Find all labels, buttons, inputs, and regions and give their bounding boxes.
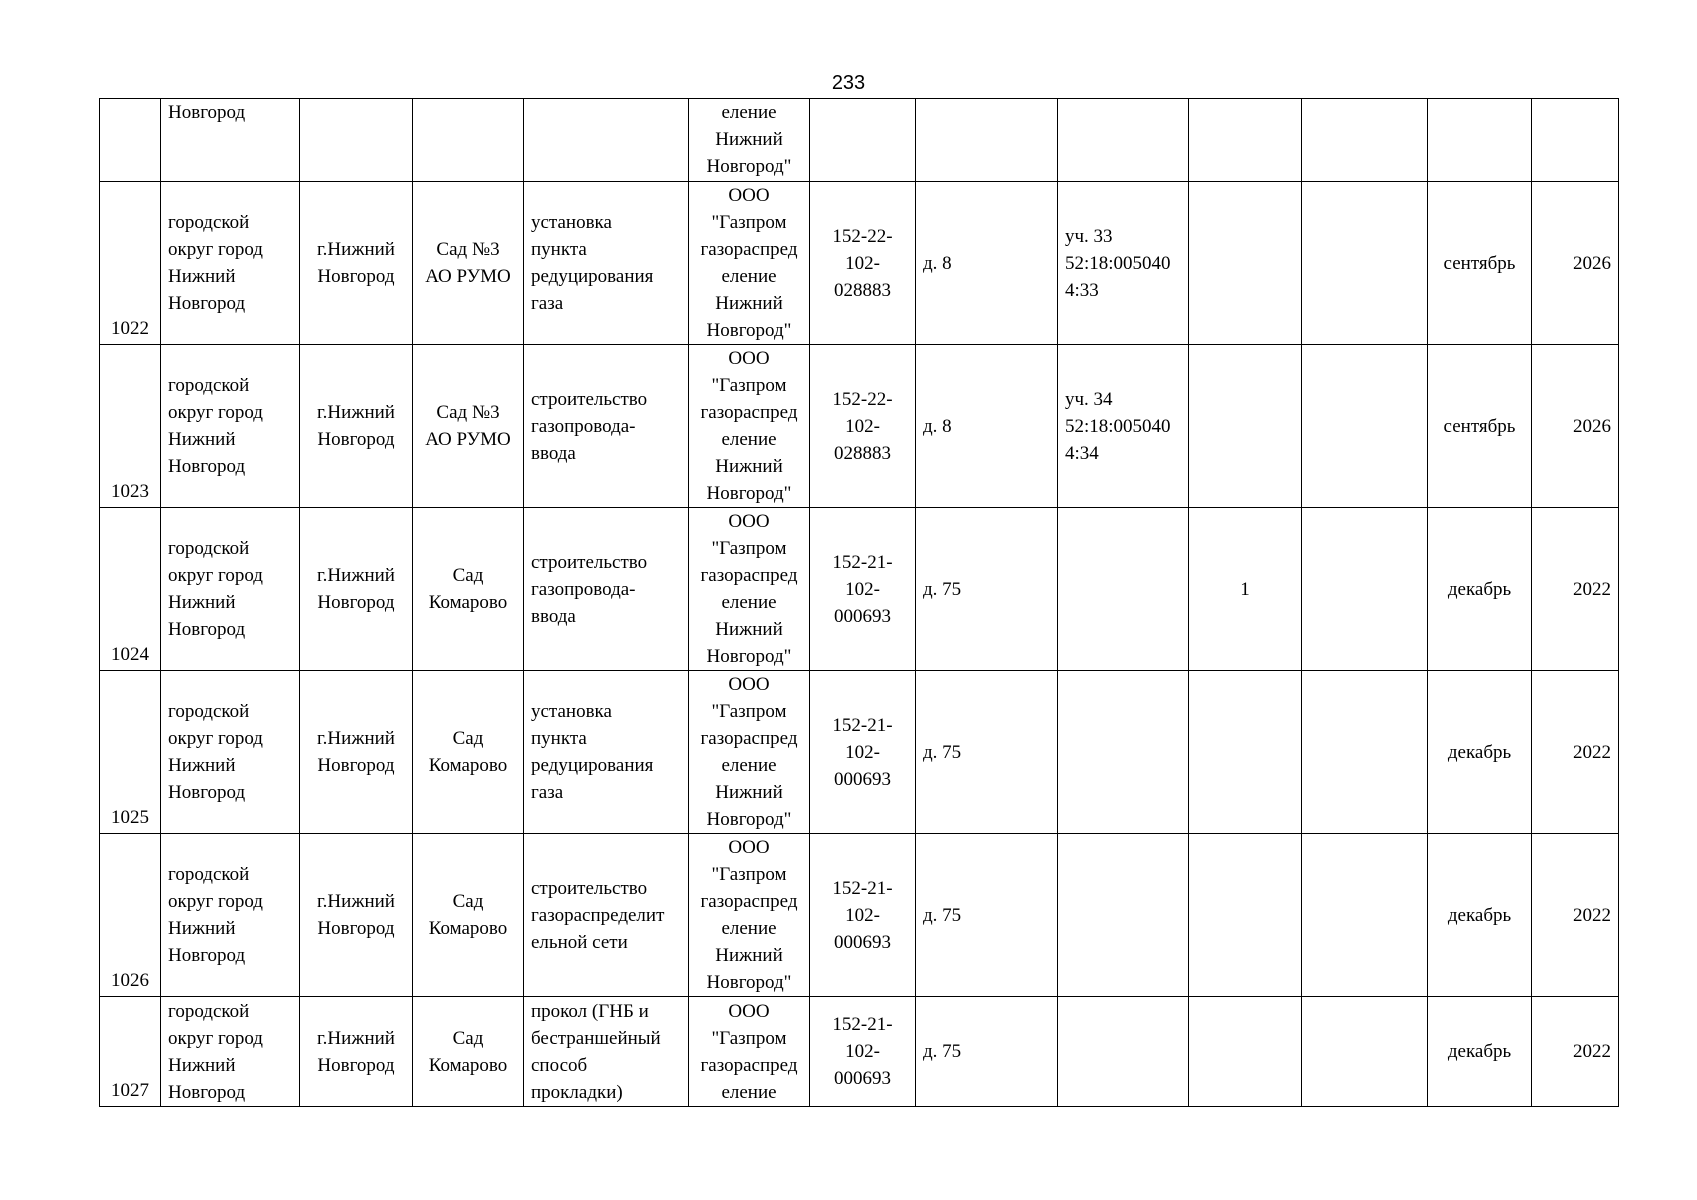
cell-line: "Газпром [711, 701, 787, 722]
cell-site [413, 997, 524, 1107]
cell-line: Сад №3 [436, 239, 500, 260]
cell-line: 152-21- [832, 1014, 893, 1035]
cell-line: ельной сети [531, 931, 628, 953]
cell-line: пункта [531, 728, 587, 749]
cell-line: ООО [728, 674, 770, 695]
cell-city [300, 345, 413, 508]
cell-line: округ город [168, 728, 263, 749]
cell-line: АО РУМО [425, 429, 511, 450]
cell-line: Нижний [715, 619, 783, 640]
cell-extra [1302, 834, 1428, 997]
cell-line: Новгород [168, 456, 246, 477]
cell-extra [1302, 99, 1428, 182]
cell-line: газа [531, 293, 564, 314]
cell-line: Новгород [168, 1081, 246, 1103]
cell-line: округ город [168, 565, 263, 586]
cell-line: Комарово [428, 1054, 508, 1076]
cell-line: еление [721, 102, 777, 123]
cell-code [810, 834, 916, 997]
cell-line: городской [168, 701, 250, 722]
cell-line: г.Нижний [317, 1027, 395, 1049]
cell-line: еление [721, 755, 777, 776]
cell-line: Сад [452, 1027, 484, 1049]
cell-year: 2022 [1532, 834, 1619, 997]
cell-line: Новгород" [706, 809, 792, 830]
cell-house: д. 75 [916, 508, 1058, 671]
cell-line: городской [168, 375, 250, 396]
cell-plot [1058, 345, 1189, 508]
cell-code [810, 671, 916, 834]
cell-work [524, 997, 689, 1107]
cell-line: округ город [168, 239, 263, 260]
cell-line: 102- [845, 741, 880, 763]
table-row [100, 671, 1619, 834]
cell-line: 152-22- [832, 225, 893, 247]
cell-line: Новгород [168, 102, 246, 123]
cell-line: 102- [845, 252, 880, 274]
cell-line: г.Нижний [317, 402, 395, 423]
cell-qty: 1 [1189, 508, 1302, 671]
cell-line: 4:33 [1065, 279, 1099, 301]
cell-city [300, 182, 413, 345]
cell-house: д. 8 [916, 345, 1058, 508]
cell-house: д. 75 [916, 997, 1058, 1107]
cell-line: Комарово [428, 592, 508, 613]
cell-code [810, 997, 916, 1107]
cell-line: газа [531, 782, 564, 803]
cell-line: еление [721, 918, 777, 939]
cell-month: сентябрь [1428, 345, 1532, 508]
cell-line: Комарово [428, 918, 508, 939]
cell-line: Новгород" [706, 646, 792, 667]
cell-line: г.Нижний [317, 891, 395, 912]
cell-year: 2022 [1532, 671, 1619, 834]
cell-line: Новгород [317, 1054, 395, 1076]
cell-city [300, 508, 413, 671]
cell-line: Нижний [715, 945, 783, 966]
cell-line: 4:34 [1065, 442, 1099, 464]
cell-plot [1058, 671, 1189, 834]
cell-month [1428, 99, 1532, 182]
cell-month: сентябрь [1428, 182, 1532, 345]
cell-line: газопровода- [531, 578, 636, 600]
cell-line: 102- [845, 415, 880, 437]
cell-city [300, 997, 413, 1107]
cell-line: строительство [531, 877, 648, 899]
cell-extra [1302, 182, 1428, 345]
cell-line: 152-21- [832, 877, 893, 899]
cell-line: прокладки) [531, 1081, 623, 1103]
cell-line: г.Нижний [317, 565, 395, 586]
cell-num: 1023 [100, 345, 161, 508]
cell-municipality [161, 508, 300, 671]
cell-operator [689, 671, 810, 834]
cell-work [524, 99, 689, 182]
cell-code [810, 345, 916, 508]
table-row [100, 345, 1619, 508]
cell-municipality [161, 99, 300, 182]
cell-work [524, 345, 689, 508]
cell-operator [689, 345, 810, 508]
cell-line: Новгород [317, 592, 395, 613]
cell-line: установка [531, 701, 612, 722]
table-row [100, 182, 1619, 345]
cell-month: декабрь [1428, 834, 1532, 997]
cell-line: "Газпром [711, 538, 787, 559]
cell-line: 028883 [834, 279, 891, 301]
cell-house: д. 75 [916, 671, 1058, 834]
cell-line: Комарово [428, 755, 508, 776]
cell-month: декабрь [1428, 508, 1532, 671]
cell-plot [1058, 997, 1189, 1107]
cell-line: еление [721, 429, 777, 450]
cell-site [413, 345, 524, 508]
cell-city [300, 671, 413, 834]
cell-site [413, 508, 524, 671]
cell-line: г.Нижний [317, 728, 395, 749]
cell-line: городской [168, 538, 250, 559]
cell-house [916, 99, 1058, 182]
cell-house: д. 8 [916, 182, 1058, 345]
cell-line: уч. 33 [1065, 225, 1113, 247]
cell-line: Сад [452, 891, 484, 912]
cell-line: Новгород [168, 619, 246, 640]
table-row [100, 834, 1619, 997]
cell-line: городской [168, 864, 250, 885]
cell-line: газораспределит [531, 904, 665, 926]
cell-line: 52:18:005040 [1065, 415, 1171, 437]
cell-line: Новгород [168, 293, 246, 314]
cell-line: 152-21- [832, 551, 893, 573]
cell-city [300, 834, 413, 997]
cell-qty [1189, 671, 1302, 834]
cell-extra [1302, 345, 1428, 508]
cell-line: строительство [531, 551, 648, 573]
table-row [100, 997, 1619, 1107]
cell-line: ООО [728, 837, 770, 858]
cell-line: Новгород" [706, 320, 792, 341]
cell-year: 2022 [1532, 508, 1619, 671]
cell-line: Новгород [317, 755, 395, 776]
cell-line: ООО [728, 185, 770, 206]
cell-site [413, 182, 524, 345]
cell-line: редуцирования [531, 266, 654, 287]
cell-operator [689, 508, 810, 671]
cell-line: еление [721, 592, 777, 613]
cell-month: декабрь [1428, 997, 1532, 1107]
cell-line: Сад [452, 565, 484, 586]
cell-line: газораспред [700, 565, 798, 586]
cell-year [1532, 99, 1619, 182]
cell-line: Нижний [168, 266, 236, 287]
cell-plot [1058, 508, 1189, 671]
cell-operator [689, 997, 810, 1107]
cell-num: 1025 [100, 671, 161, 834]
cell-line: установка [531, 212, 612, 233]
cell-municipality [161, 345, 300, 508]
cell-line: ООО [728, 511, 770, 532]
cell-plot [1058, 99, 1189, 182]
cell-line: прокол (ГНБ и [531, 1000, 649, 1022]
cell-line: газораспред [700, 239, 798, 260]
cell-line: Новгород" [706, 972, 792, 993]
cell-municipality [161, 997, 300, 1107]
cell-num: 1027 [100, 997, 161, 1107]
cell-line: Новгород [317, 918, 395, 939]
table-row [100, 508, 1619, 671]
cell-line: Нижний [168, 918, 236, 939]
cell-line: еление [721, 266, 777, 287]
works-table [99, 98, 1619, 1107]
cell-line: газораспред [700, 728, 798, 749]
cell-line: Нижний [715, 129, 783, 150]
cell-line: способ [531, 1054, 588, 1076]
cell-line: 000693 [834, 931, 891, 953]
cell-line: Нижний [168, 1054, 236, 1076]
cell-line: ООО [728, 1000, 770, 1022]
cell-code [810, 182, 916, 345]
cell-line: "Газпром [711, 375, 787, 396]
page-number: 233 [831, 72, 866, 94]
cell-line: Нижний [715, 293, 783, 314]
cell-house: д. 75 [916, 834, 1058, 997]
cell-work [524, 671, 689, 834]
cell-line: Нижний [168, 429, 236, 450]
cell-line: Новгород [168, 782, 246, 803]
cell-qty [1189, 834, 1302, 997]
cell-line: 102- [845, 1041, 880, 1062]
cell-line: Новгород" [706, 483, 792, 504]
cell-line: 028883 [834, 442, 891, 464]
cell-line: газораспред [700, 1054, 798, 1076]
cell-line: бестраншейный [531, 1027, 661, 1049]
cell-line: Нижний [168, 755, 236, 776]
cell-code [810, 508, 916, 671]
cell-num: 1026 [100, 834, 161, 997]
cell-municipality [161, 671, 300, 834]
cell-site [413, 99, 524, 182]
cell-line: 152-21- [832, 714, 893, 736]
cell-year: 2026 [1532, 345, 1619, 508]
cell-plot [1058, 182, 1189, 345]
cell-line: газораспред [700, 891, 798, 912]
cell-year: 2026 [1532, 182, 1619, 345]
table-row-continuation [100, 99, 1619, 182]
cell-line: уч. 34 [1065, 388, 1113, 410]
cell-line: газопровода- [531, 415, 636, 437]
cell-line: Новгород [168, 945, 246, 966]
cell-city [300, 99, 413, 182]
cell-code [810, 99, 916, 182]
cell-line: Нижний [715, 456, 783, 477]
cell-line: Нижний [715, 782, 783, 803]
cell-line: Новгород [317, 266, 395, 287]
cell-year: 2022 [1532, 997, 1619, 1107]
cell-month: декабрь [1428, 671, 1532, 834]
cell-qty [1189, 345, 1302, 508]
cell-line: Новгород" [706, 156, 792, 177]
cell-line: еление [721, 1081, 777, 1103]
cell-line: АО РУМО [425, 266, 511, 287]
cell-qty [1189, 997, 1302, 1107]
cell-municipality [161, 182, 300, 345]
cell-line: 000693 [834, 605, 891, 627]
cell-site [413, 671, 524, 834]
cell-qty [1189, 99, 1302, 182]
cell-work [524, 834, 689, 997]
cell-line: 000693 [834, 1068, 891, 1089]
cell-line: редуцирования [531, 755, 654, 776]
table-body [100, 99, 1619, 1107]
cell-work [524, 508, 689, 671]
cell-site [413, 834, 524, 997]
cell-num: 1022 [100, 182, 161, 345]
cell-line: "Газпром [711, 1027, 787, 1049]
cell-operator [689, 834, 810, 997]
cell-line: ввода [531, 605, 576, 627]
cell-extra [1302, 671, 1428, 834]
cell-line: Сад №3 [436, 402, 500, 423]
cell-line: строительство [531, 388, 648, 410]
cell-line: 102- [845, 904, 880, 926]
cell-extra [1302, 997, 1428, 1107]
cell-work [524, 182, 689, 345]
cell-num [100, 99, 161, 182]
cell-line: "Газпром [711, 864, 787, 885]
cell-qty [1189, 182, 1302, 345]
cell-num: 1024 [100, 508, 161, 671]
cell-line: Нижний [168, 592, 236, 613]
cell-operator [689, 99, 810, 182]
cell-line: 000693 [834, 768, 891, 790]
cell-line: ввода [531, 442, 576, 464]
cell-line: Новгород [317, 429, 395, 450]
cell-extra [1302, 508, 1428, 671]
cell-line: округ город [168, 1027, 263, 1049]
cell-line: газораспред [700, 402, 798, 423]
cell-plot [1058, 834, 1189, 997]
cell-line: пункта [531, 239, 587, 260]
cell-line: городской [168, 212, 250, 233]
cell-line: 52:18:005040 [1065, 252, 1171, 274]
cell-line: 152-22- [832, 388, 893, 410]
cell-line: 102- [845, 578, 880, 600]
cell-line: г.Нижний [317, 239, 395, 260]
cell-line: "Газпром [711, 212, 787, 233]
cell-line: округ город [168, 891, 263, 912]
cell-line: Сад [452, 728, 484, 749]
cell-line: городской [168, 1000, 250, 1022]
cell-municipality [161, 834, 300, 997]
cell-operator [689, 182, 810, 345]
cell-line: ООО [728, 348, 770, 369]
cell-line: округ город [168, 402, 263, 423]
